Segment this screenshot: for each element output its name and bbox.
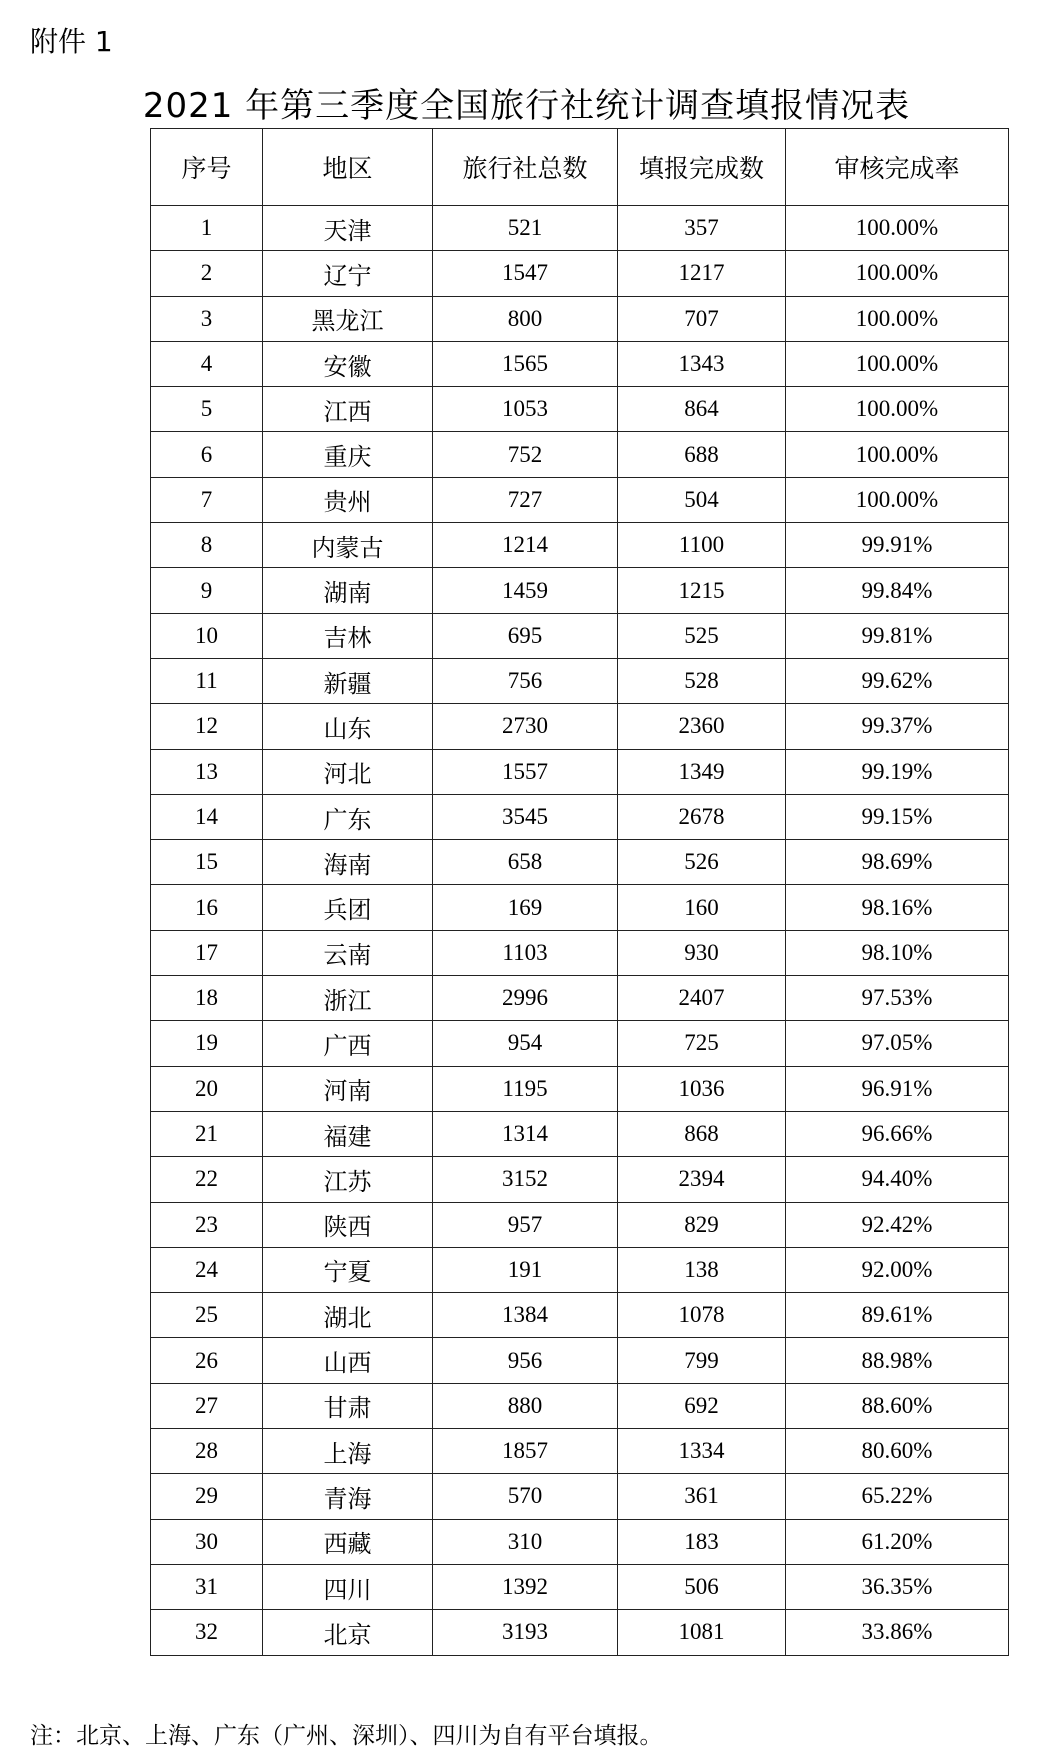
document-title: 2021 年第三季度全国旅行社统计调查填报情况表: [142, 86, 911, 126]
cell-review-rate: 98.69%: [786, 840, 1009, 885]
cell-completed-reports: 2407: [618, 976, 786, 1021]
table-row: [151, 1338, 1009, 1383]
cell-region: 云南: [263, 930, 433, 975]
cell-index: 19: [151, 1021, 263, 1066]
cell-region: 湖南: [263, 568, 433, 613]
table-row: [151, 568, 1009, 613]
table-row: [151, 1564, 1009, 1609]
cell-region: 安徽: [263, 341, 433, 386]
cell-total-agencies: 1214: [433, 523, 618, 568]
cell-region: 湖北: [263, 1293, 433, 1338]
cell-total-agencies: 1392: [433, 1564, 618, 1609]
table-row: [151, 613, 1009, 658]
cell-completed-reports: 528: [618, 658, 786, 703]
cell-completed-reports: 1349: [618, 749, 786, 794]
cell-completed-reports: 357: [618, 206, 786, 251]
table-row: [151, 477, 1009, 522]
header-index: 序号: [151, 129, 263, 206]
cell-region: 辽宁: [263, 251, 433, 296]
cell-region: 黑龙江: [263, 296, 433, 341]
cell-total-agencies: 1384: [433, 1293, 618, 1338]
cell-index: 10: [151, 613, 263, 658]
cell-completed-reports: 688: [618, 432, 786, 477]
cell-region: 新疆: [263, 658, 433, 703]
cell-region: 宁夏: [263, 1247, 433, 1292]
cell-region: 福建: [263, 1111, 433, 1156]
cell-index: 22: [151, 1157, 263, 1202]
cell-total-agencies: 1195: [433, 1066, 618, 1111]
cell-index: 6: [151, 432, 263, 477]
cell-index: 3: [151, 296, 263, 341]
cell-review-rate: 33.86%: [786, 1610, 1009, 1655]
cell-completed-reports: 361: [618, 1474, 786, 1519]
cell-total-agencies: 1314: [433, 1111, 618, 1156]
cell-total-agencies: 1053: [433, 387, 618, 432]
cell-completed-reports: 930: [618, 930, 786, 975]
cell-review-rate: 100.00%: [786, 341, 1009, 386]
cell-index: 24: [151, 1247, 263, 1292]
table-row: [151, 1474, 1009, 1519]
cell-review-rate: 100.00%: [786, 477, 1009, 522]
header-completed-reports: 填报完成数: [618, 129, 786, 206]
cell-total-agencies: 1557: [433, 749, 618, 794]
table-row: [151, 1066, 1009, 1111]
cell-review-rate: 96.91%: [786, 1066, 1009, 1111]
cell-index: 4: [151, 341, 263, 386]
table-row: [151, 794, 1009, 839]
cell-total-agencies: 800: [433, 296, 618, 341]
cell-index: 29: [151, 1474, 263, 1519]
cell-index: 13: [151, 749, 263, 794]
cell-index: 26: [151, 1338, 263, 1383]
cell-index: 1: [151, 206, 263, 251]
cell-review-rate: 89.61%: [786, 1293, 1009, 1338]
cell-review-rate: 88.98%: [786, 1338, 1009, 1383]
cell-total-agencies: 570: [433, 1474, 618, 1519]
table-row: [151, 749, 1009, 794]
cell-total-agencies: 3193: [433, 1610, 618, 1655]
cell-index: 9: [151, 568, 263, 613]
cell-completed-reports: 526: [618, 840, 786, 885]
cell-review-rate: 100.00%: [786, 251, 1009, 296]
cell-completed-reports: 2678: [618, 794, 786, 839]
cell-review-rate: 99.91%: [786, 523, 1009, 568]
cell-review-rate: 99.15%: [786, 794, 1009, 839]
header-total-agencies: 旅行社总数: [433, 129, 618, 206]
cell-total-agencies: 191: [433, 1247, 618, 1292]
table-row: [151, 523, 1009, 568]
table-row: [151, 1429, 1009, 1474]
cell-completed-reports: 504: [618, 477, 786, 522]
cell-region: 青海: [263, 1474, 433, 1519]
cell-completed-reports: 1334: [618, 1429, 786, 1474]
cell-index: 17: [151, 930, 263, 975]
cell-index: 14: [151, 794, 263, 839]
cell-total-agencies: 752: [433, 432, 618, 477]
cell-total-agencies: 169: [433, 885, 618, 930]
cell-region: 贵州: [263, 477, 433, 522]
table-row: [151, 930, 1009, 975]
cell-total-agencies: 727: [433, 477, 618, 522]
cell-review-rate: 97.05%: [786, 1021, 1009, 1066]
cell-review-rate: 98.16%: [786, 885, 1009, 930]
cell-total-agencies: 1459: [433, 568, 618, 613]
cell-region: 兵团: [263, 885, 433, 930]
cell-total-agencies: 1103: [433, 930, 618, 975]
cell-total-agencies: 880: [433, 1383, 618, 1428]
table-row: [151, 1247, 1009, 1292]
cell-completed-reports: 160: [618, 885, 786, 930]
cell-completed-reports: 2394: [618, 1157, 786, 1202]
cell-region: 浙江: [263, 976, 433, 1021]
cell-review-rate: 94.40%: [786, 1157, 1009, 1202]
cell-completed-reports: 829: [618, 1202, 786, 1247]
header-review-rate: 审核完成率: [786, 129, 1009, 206]
cell-review-rate: 100.00%: [786, 387, 1009, 432]
cell-review-rate: 99.19%: [786, 749, 1009, 794]
cell-index: 20: [151, 1066, 263, 1111]
cell-completed-reports: 725: [618, 1021, 786, 1066]
cell-review-rate: 97.53%: [786, 976, 1009, 1021]
cell-region: 广西: [263, 1021, 433, 1066]
footnote: 注：北京、上海、广东（广州、深圳）、四川为自有平台填报。: [30, 1723, 663, 1749]
cell-completed-reports: 1343: [618, 341, 786, 386]
table-row: [151, 251, 1009, 296]
table-row: [151, 1021, 1009, 1066]
cell-region: 山西: [263, 1338, 433, 1383]
cell-index: 23: [151, 1202, 263, 1247]
cell-region: 河南: [263, 1066, 433, 1111]
table-row: [151, 387, 1009, 432]
cell-region: 内蒙古: [263, 523, 433, 568]
cell-review-rate: 80.60%: [786, 1429, 1009, 1474]
cell-total-agencies: 2730: [433, 704, 618, 749]
cell-review-rate: 100.00%: [786, 206, 1009, 251]
cell-region: 西藏: [263, 1519, 433, 1564]
table-row: [151, 1202, 1009, 1247]
table-row: [151, 658, 1009, 703]
cell-completed-reports: 692: [618, 1383, 786, 1428]
table-body: [151, 206, 1009, 1656]
cell-total-agencies: 1565: [433, 341, 618, 386]
table-row: [151, 432, 1009, 477]
cell-index: 8: [151, 523, 263, 568]
cell-index: 25: [151, 1293, 263, 1338]
cell-region: 甘肃: [263, 1383, 433, 1428]
cell-completed-reports: 506: [618, 1564, 786, 1609]
cell-region: 海南: [263, 840, 433, 885]
cell-completed-reports: 864: [618, 387, 786, 432]
cell-total-agencies: 658: [433, 840, 618, 885]
cell-index: 27: [151, 1383, 263, 1428]
cell-total-agencies: 695: [433, 613, 618, 658]
table-row: [151, 1610, 1009, 1655]
cell-completed-reports: 707: [618, 296, 786, 341]
table-row: [151, 1111, 1009, 1156]
cell-completed-reports: 1215: [618, 568, 786, 613]
cell-index: 7: [151, 477, 263, 522]
table-row: [151, 1293, 1009, 1338]
cell-total-agencies: 956: [433, 1338, 618, 1383]
cell-total-agencies: 2996: [433, 976, 618, 1021]
cell-review-rate: 99.37%: [786, 704, 1009, 749]
table-row: [151, 840, 1009, 885]
cell-review-rate: 36.35%: [786, 1564, 1009, 1609]
cell-review-rate: 88.60%: [786, 1383, 1009, 1428]
cell-region: 山东: [263, 704, 433, 749]
cell-index: 15: [151, 840, 263, 885]
cell-completed-reports: 1081: [618, 1610, 786, 1655]
table-row: [151, 1383, 1009, 1428]
cell-region: 江西: [263, 387, 433, 432]
table-header-row: [151, 129, 1009, 206]
cell-total-agencies: 957: [433, 1202, 618, 1247]
table-row: [151, 1519, 1009, 1564]
cell-completed-reports: 868: [618, 1111, 786, 1156]
cell-region: 上海: [263, 1429, 433, 1474]
table-row: [151, 296, 1009, 341]
cell-index: 11: [151, 658, 263, 703]
statistics-table: [150, 128, 1009, 1656]
table-row: [151, 885, 1009, 930]
cell-completed-reports: 183: [618, 1519, 786, 1564]
cell-index: 5: [151, 387, 263, 432]
cell-index: 12: [151, 704, 263, 749]
cell-index: 28: [151, 1429, 263, 1474]
cell-total-agencies: 521: [433, 206, 618, 251]
cell-region: 重庆: [263, 432, 433, 477]
attachment-label: 附件 1: [30, 25, 113, 58]
cell-review-rate: 92.00%: [786, 1247, 1009, 1292]
cell-total-agencies: 3152: [433, 1157, 618, 1202]
cell-completed-reports: 1036: [618, 1066, 786, 1111]
cell-total-agencies: 954: [433, 1021, 618, 1066]
cell-index: 21: [151, 1111, 263, 1156]
cell-review-rate: 61.20%: [786, 1519, 1009, 1564]
table-row: [151, 1157, 1009, 1202]
cell-review-rate: 92.42%: [786, 1202, 1009, 1247]
table-row: [151, 341, 1009, 386]
cell-index: 2: [151, 251, 263, 296]
cell-index: 18: [151, 976, 263, 1021]
cell-review-rate: 98.10%: [786, 930, 1009, 975]
cell-index: 16: [151, 885, 263, 930]
cell-review-rate: 99.62%: [786, 658, 1009, 703]
cell-total-agencies: 1547: [433, 251, 618, 296]
table-row: [151, 704, 1009, 749]
cell-total-agencies: 756: [433, 658, 618, 703]
cell-region: 吉林: [263, 613, 433, 658]
cell-index: 30: [151, 1519, 263, 1564]
cell-completed-reports: 1078: [618, 1293, 786, 1338]
cell-completed-reports: 1217: [618, 251, 786, 296]
cell-completed-reports: 2360: [618, 704, 786, 749]
cell-completed-reports: 1100: [618, 523, 786, 568]
cell-completed-reports: 799: [618, 1338, 786, 1383]
cell-completed-reports: 525: [618, 613, 786, 658]
cell-index: 32: [151, 1610, 263, 1655]
table-row: [151, 206, 1009, 251]
cell-region: 陕西: [263, 1202, 433, 1247]
cell-region: 广东: [263, 794, 433, 839]
cell-total-agencies: 3545: [433, 794, 618, 839]
header-region: 地区: [263, 129, 433, 206]
cell-region: 江苏: [263, 1157, 433, 1202]
cell-review-rate: 65.22%: [786, 1474, 1009, 1519]
cell-index: 31: [151, 1564, 263, 1609]
cell-region: 四川: [263, 1564, 433, 1609]
cell-review-rate: 100.00%: [786, 432, 1009, 477]
cell-completed-reports: 138: [618, 1247, 786, 1292]
cell-review-rate: 100.00%: [786, 296, 1009, 341]
cell-review-rate: 99.84%: [786, 568, 1009, 613]
cell-region: 河北: [263, 749, 433, 794]
cell-review-rate: 99.81%: [786, 613, 1009, 658]
table-row: [151, 976, 1009, 1021]
cell-region: 北京: [263, 1610, 433, 1655]
cell-region: 天津: [263, 206, 433, 251]
cell-total-agencies: 310: [433, 1519, 618, 1564]
cell-total-agencies: 1857: [433, 1429, 618, 1474]
cell-review-rate: 96.66%: [786, 1111, 1009, 1156]
